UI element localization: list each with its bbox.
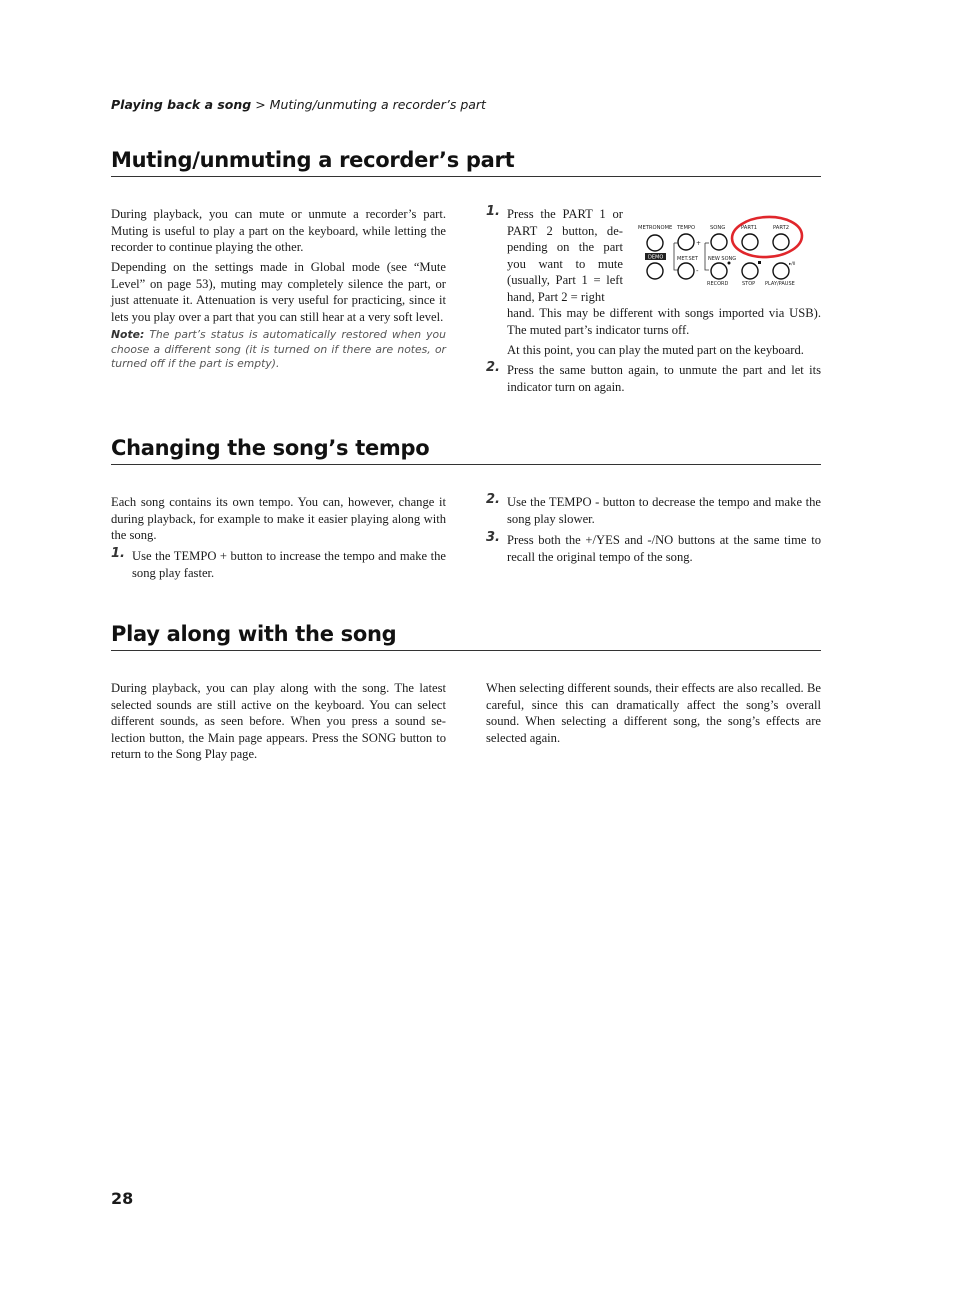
newsong-label: NEW SONG [708,256,737,262]
muting-para-1: During playback, you can mute or unmute a recorder’s part. Muting is useful to play a part on the keyboard, while letting the recorder to continue playing the other. [111,207,446,254]
part2-label: PART2 [773,225,790,231]
step-number: 1. [486,204,500,219]
playalong-para-2: When selecting different sounds, their effects are also recalled. Be careful, since this can dramatically affect the song’s overall sound. When selecting a different song, the song’s effects are selected again. [486,681,821,745]
section-title-muting: Muting/unmuting a recorder’s part [111,148,821,177]
muting-left-column [111,206,446,372]
demo-button [647,263,663,279]
step-1-followup: At this point, you can play the muted part on the keyboard. [507,343,804,357]
metronome-label: METRONOME [638,225,673,231]
step-1-text-b: hand. This may be different with songs imported via USB). The muted part’s indicator turns off. [507,306,821,337]
tempo-step-2 [486,494,821,527]
stop-label: STOP [742,281,756,287]
playpause-label: PLAY/PAUSE [765,281,795,287]
tempo-step-3 [486,532,821,565]
playalong-para-1: During playback, you can play along with the song. The latest selected sounds are still active on the keyboard. You can select different sounds, as seen before. When you press a sound selection button, the Main page appears. Press the SONG button to return to the Song Play page. [111,681,446,761]
tempo-step-3-text: Press both the +/YES and -/NO buttons at the same time to recall the original tempo of the song. [507,533,821,564]
playalong-left-column [111,680,446,763]
part2-button [773,234,789,250]
demo-label: DEMO [648,254,664,261]
page-number: 28 [111,1189,134,1208]
plus-symbol: + [696,240,702,247]
tempo-step-1 [111,548,446,581]
note-label: Note: [111,328,145,341]
muting-para-2: Depending on the settings made in Global mode (see “Mute Level” on page 53), muting may completely silence the part, or just attenuate it. Attenuation is very useful for practicing, since it lets you play over a part that you can still hear at a very soft level. [111,260,446,324]
tempo-step-1-text: Use the TEMPO + button to increase the tempo and make the song play faster. [132,549,446,580]
tempo-minus-button [678,263,694,279]
muting-step-2 [486,362,821,395]
breadcrumb [111,97,486,112]
step-number: 2. [486,492,500,507]
section-title-tempo: Changing the song’s tempo [111,436,821,465]
tempo-label: TEMPO [677,225,696,231]
breadcrumb-page: Muting/unmuting a recorder’s part [269,97,486,112]
breadcrumb-section: Playing back a song [111,97,252,112]
tempo-plus-button [678,234,694,250]
play-pause-button [773,263,789,279]
muting-note [111,328,446,372]
control-panel-illustration [634,210,824,290]
tempo-left-column [111,494,446,544]
step-1-text-a: Press the PART 1 or PART 2 button, depending on the part you want to mute (usually, Part 1 = left hand, Part 2 = right [507,207,623,304]
step-number: 1. [111,546,125,561]
tempo-intro: Each song contains its own tempo. You can, however, change it during playback, for example to make it easier playing along with the song. [111,495,446,542]
record-button [711,263,727,279]
playalong-right-column [486,680,821,746]
minus-symbol: - [696,267,699,275]
song-button [711,234,727,250]
breadcrumb-separator: > [251,97,270,112]
part-buttons-highlight [731,215,803,259]
part1-label: PART1 [741,225,758,231]
play-symbol: ▸/II [789,262,796,267]
step-number: 2. [486,360,500,375]
song-label: SONG [710,225,726,231]
metset-label: MET.SET [677,256,698,262]
note-text: The part’s status is automatically restored when you choose a different song (it is turned on if there are notes, or turned off if the part is empty). [111,328,446,370]
part1-button [742,234,758,250]
step-number: 3. [486,530,500,545]
record-label: RECORD [707,281,729,287]
tempo-step-2-text: Use the TEMPO - button to decrease the tempo and make the song play slower. [507,495,821,526]
stop-button [742,263,758,279]
section-title-playalong: Play along with the song [111,622,821,651]
metronome-button [647,235,663,251]
step-2-text: Press the same button again, to unmute the part and let its indicator turn on again. [507,363,821,394]
